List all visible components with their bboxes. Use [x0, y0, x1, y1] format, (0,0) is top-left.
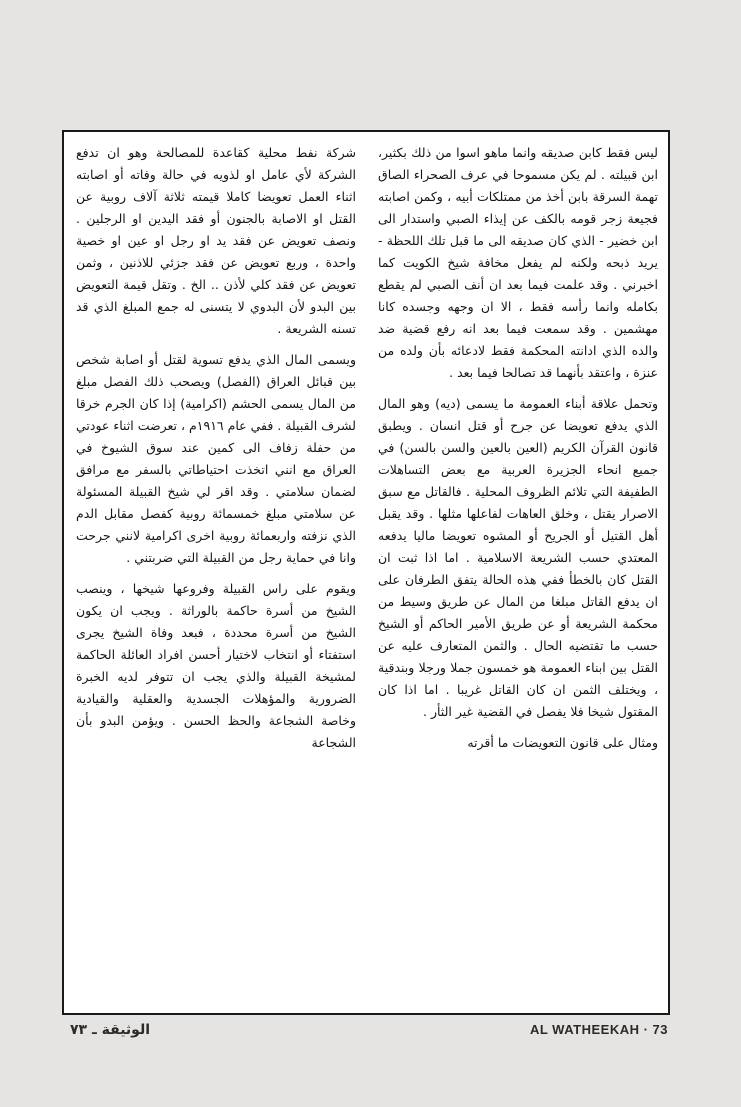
text-column-right [378, 142, 658, 754]
paragraph: ويقوم على راس القبيلة وفروعها شيخها ، وينصب الشيخ من أسرة حاكمة بالوراثة . ويجب ان يكون الشيخ من أسرة محددة ، فبعد وفاة الشيخ يجرى استفتاء أو انتخاب لاختيار أحسن افراد العائلة الحاكمة لمشيخة القبيلة والذي يجب ان تتوفر لديه الخبرة الضرورية والمؤهلات الجسدية والعقلية والقيادية وخاصة الشجاعة والحظ الحسن . ويؤمن البدو بأن الشجاعة [76, 581, 356, 750]
footer-page-number-arabic: الوثيقة ـ ٧٣ [70, 1022, 150, 1038]
page-frame [62, 130, 670, 1015]
paragraph: شركة نفط محلية كقاعدة للمصالحة وهو ان تدفع الشركة لأي عامل او لذويه في حالة وفاته أو اصابته اثناء العمل تعويضا كاملا قيمته ثلاثة آلاف روبية عن القتل او الاصابة بالجنون أو فقد اليدين او الرجلين . ونصف تعويض عن فقد يد او رجل او عين او خصية واحدة ، وربع تعويض عن فقد جزئي للاذنين ، وثمن تعويض عن فقد كلي لأذن .. الخ . وتقل قيمة التعويض بين البدو لأن البدوي لا يتسنى له جمع المبلغ الذي قد تسنه الشريعة . [76, 145, 356, 336]
paragraph: ويسمى المال الذي يدفع تسوية لقتل أو اصابة شخص بين قبائل العراق (الفصل) ويصحب ذلك الفصل مبلغ من المال يسمى الحشم (اكرامية) إذا كان الجرم خرقا لشرف القبيلة . ففي عام ١٩١٦م ، تعرضت اثناء عودتي من حفلة زفاف الى كمين عند سوق الشيوخ في العراق مع انني اتخذت احتياطاتي بالسفر مع مرافق لضمان سلامتي . وقد اقر لي شيخ القبيلة المسئولة عن سلامتي مبلغ خمسمائة روبية كفصل مقابل الدم الذي نزفته واربعمائة روبية اخرى اكرامية لانني جرحت وانا في حماية رجل من القبيلة التي ضربتني . [76, 352, 356, 565]
footer-page-number-latin: AL WATHEEKAH · 73 [529, 1022, 668, 1037]
paragraph: وتحمل علاقة أبناء العمومة ما يسمى (ديه) وهو المال الذي يدفع تعويضا عن جرح أو قتل انسان . ويطبق قانون القرآن الكريم (العين بالعين والسن بالسن) في جميع انحاء الجزيرة العربية مع بعض التساهلات الطفيفة التي تلائم الظروف المحلية . فالقاتل مع سبق الاصرار يقتل ، وخلق العاهات لفاعلها مثلها . وقد يقبل أهل القتيل أو الجريح أو المشوه تعويضا ماليا يدفعه المعتدي حسب الشريعة الاسلامية . اما اذا ثبت ان القتل كان بالخطأ ففي هذه الحالة يتفق الطرفان على ان يدفع القاتل مبلغا من المال عن طريق وسيط من محكمة الشريعة أو عن طريق الأمير الحاكم أو الشيخ حسب ما تقتضيه الحال . والثمن المتعارف عليه عن القتل بين ابناء العمومة هو خمسون جملا ورجلا وبندقية ، ويختلف الثمن ان كان القاتل غريبا . اما اذا كان المقتول شيخا فلا يفصل في القضية غير الثأر . [378, 396, 658, 719]
paragraph: ليس فقط كابن صديقه وانما ماهو اسوا من ذلك بكثير، ابن قبيلته . لم يكن مسموحا في عرف الصحراء الصاق تهمة السرقة بابن أخذ من ممتلكات أبيه ، وكمن اصابته فجيعة زجر قومه بالكف عن إيذاء الصبي واستدار الى ابن خضير - الذي كان صديقه الى ما قبل تلك اللحظة - يريد ذبحه ولكنه لم يفعل مخافة شيخ الكويت كما اخبرني . وقد علمت فيما بعد ان أنف الصبي لم يقطع بكامله وانما رأسه فقط ، الا ان وجهه وجسده كانا مهشمين . وقد سمعت فيما بعد انه رفع قضية ضد والده الذي ادانته المحكمة فقط لادعائه بأن ولده من عنزة ، واعتقد بأنهما قد تصالحا فيما بعد . [378, 145, 658, 380]
paragraph: ومثال على قانون التعويضات ما أقرته [467, 735, 658, 750]
text-column-left [76, 142, 356, 754]
